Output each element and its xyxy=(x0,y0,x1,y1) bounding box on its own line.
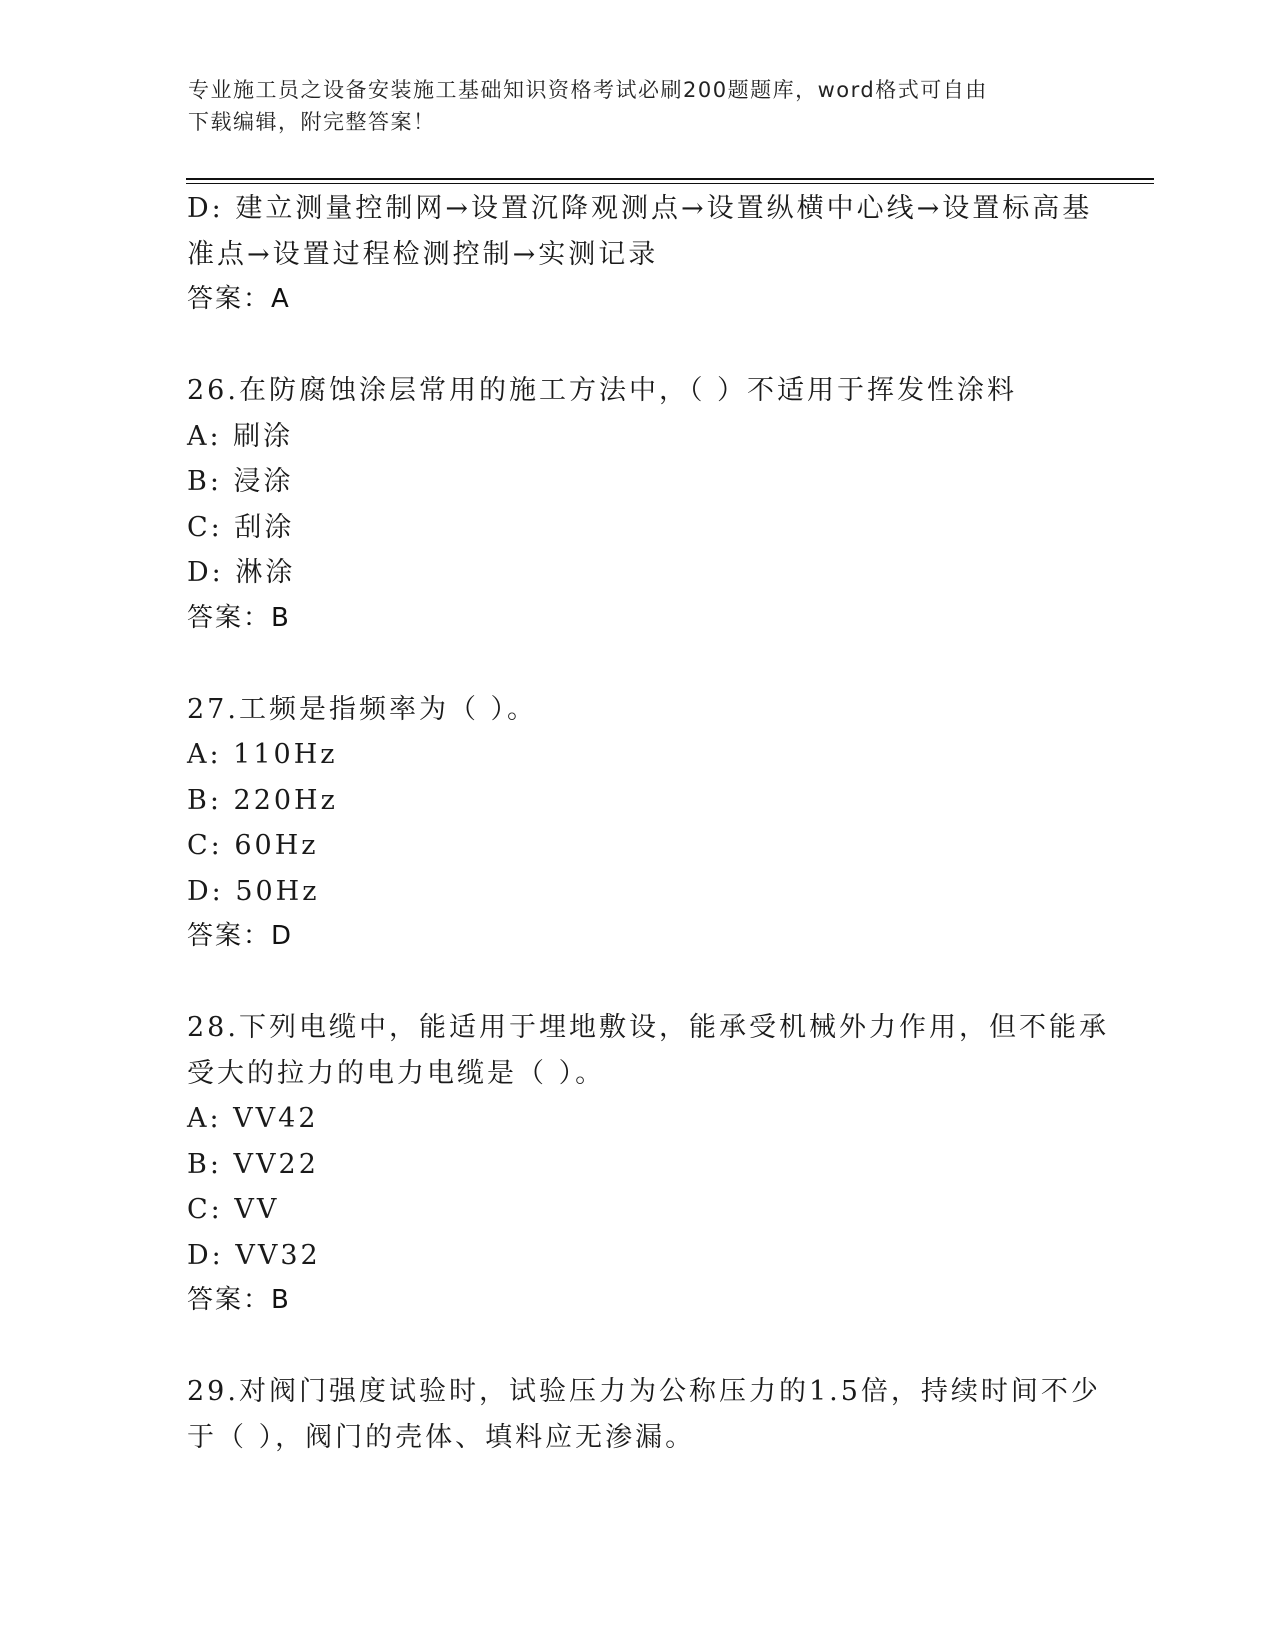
option-d: D: 建立测量控制网→设置沉降观测点→设置纵横中心线→设置标高基 xyxy=(187,193,1093,224)
option-b: B: 浸涂 xyxy=(187,466,294,497)
answer-line: 答案：D xyxy=(187,921,294,951)
option-d: D: 淋涂 xyxy=(187,557,296,588)
question-27 xyxy=(187,687,1087,960)
question-28 xyxy=(187,1005,1109,1324)
option-c: C: 60Hz xyxy=(187,830,319,861)
document-header xyxy=(188,74,1068,138)
answer-line: 答案：B xyxy=(187,602,291,633)
question-stem: 28.下列电缆中，能适用于埋地敷设，能承受机械外力作用，但不能承 xyxy=(187,1012,1109,1043)
option-a: A: 110Hz xyxy=(187,739,338,770)
spacer xyxy=(187,641,1087,687)
question-list xyxy=(187,186,1109,1460)
question-stem: 26.在防腐蚀涂层常用的施工方法中，（ ）不适用于挥发性涂料 xyxy=(187,375,1018,406)
header-title-line-2: 下载编辑，附完整答案！ xyxy=(188,110,436,134)
spacer xyxy=(187,1324,1087,1370)
header-title-line-1: 专业施工员之设备安装施工基础知识资格考试必刷200题题库，word格式可自由 xyxy=(188,78,988,102)
header-divider-thick xyxy=(186,178,1154,180)
question-stem: 27.工频是指频率为（ ）。 xyxy=(187,693,538,725)
question-stem-continued: 受大的拉力的电力电缆是（ ）。 xyxy=(187,1057,606,1089)
question-stem-continued: 于（ ），阀门的壳体、填料应无渗漏。 xyxy=(187,1421,696,1453)
question-stem: 29.对阀门强度试验时，试验压力为公称压力的1.5倍，持续时间不少 xyxy=(187,1376,1101,1407)
option-c: C: 刮涂 xyxy=(187,511,295,543)
spacer xyxy=(187,960,1087,1006)
option-b: B: VV22 xyxy=(187,1148,319,1180)
option-d: D: 50Hz xyxy=(187,875,320,907)
header-divider-thin xyxy=(186,183,1154,184)
option-a: A: 刷涂 xyxy=(187,420,294,452)
spacer xyxy=(187,323,1087,369)
question-29 xyxy=(187,1369,1101,1460)
option-a: A: VV42 xyxy=(187,1103,319,1134)
question-26 xyxy=(187,368,1087,641)
answer-line: 答案：A xyxy=(187,284,291,314)
option-b: B: 220Hz xyxy=(187,784,338,816)
option-d: D: VV32 xyxy=(187,1239,321,1271)
answer-line: 答案：B xyxy=(187,1285,291,1315)
option-c: C: VV xyxy=(187,1194,280,1225)
question-25-continuation xyxy=(187,186,1093,323)
option-d-continued: 准点→设置过程检测控制→实测记录 xyxy=(187,238,659,270)
